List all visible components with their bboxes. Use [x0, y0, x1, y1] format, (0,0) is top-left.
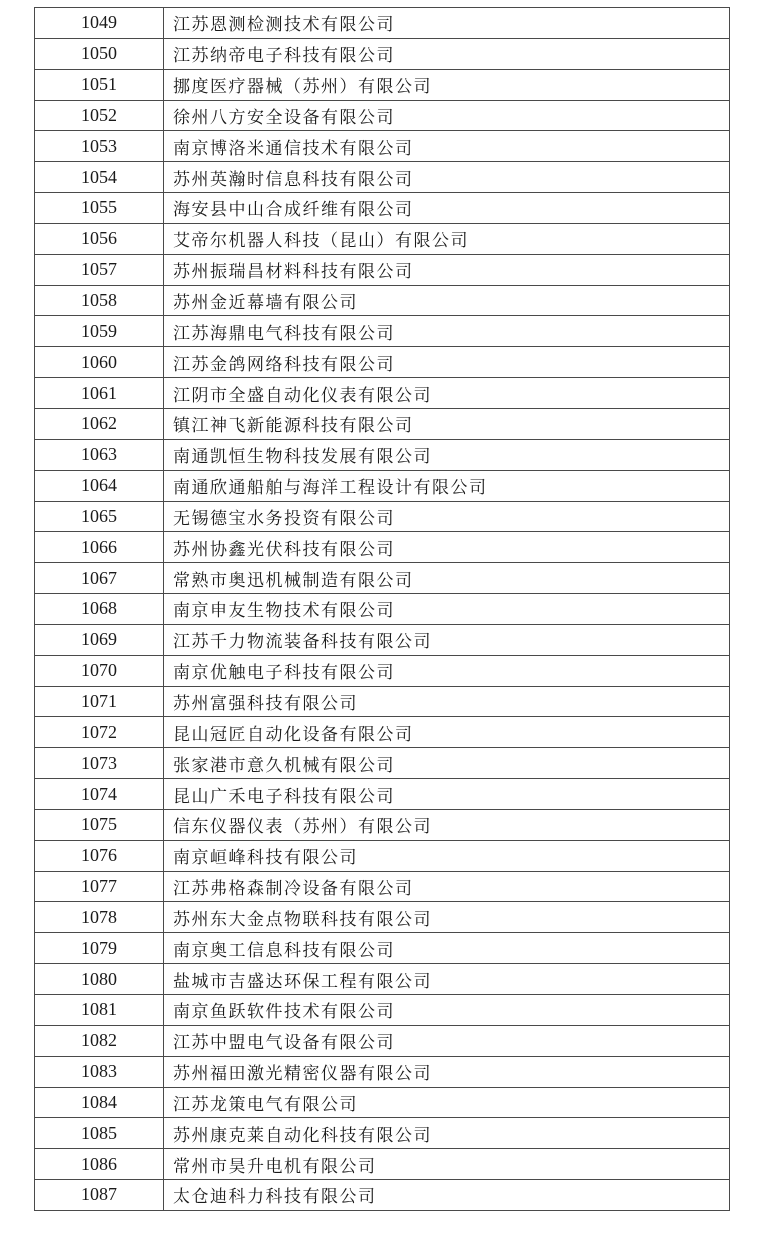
- table-row: [35, 38, 730, 69]
- table-row: [35, 254, 730, 285]
- table-row: [35, 902, 730, 933]
- table-row: [35, 8, 730, 39]
- row-number-cell: 1075: [35, 809, 164, 840]
- table-row: [35, 470, 730, 501]
- company-name-cell: 昆山冠匠自动化设备有限公司: [164, 717, 730, 748]
- company-name-cell: 南京奥工信息科技有限公司: [164, 933, 730, 964]
- row-number-cell: 1082: [35, 1025, 164, 1056]
- company-name-cell: 江苏纳帝电子科技有限公司: [164, 38, 730, 69]
- row-number-cell: 1076: [35, 840, 164, 871]
- company-name-cell: 苏州协鑫光伏科技有限公司: [164, 532, 730, 563]
- table-row: [35, 285, 730, 316]
- table-row: [35, 871, 730, 902]
- company-name-cell: 南京鱼跃软件技术有限公司: [164, 995, 730, 1026]
- row-number-cell: 1053: [35, 131, 164, 162]
- table-row: [35, 532, 730, 563]
- row-number-cell: 1062: [35, 408, 164, 439]
- row-number-cell: 1058: [35, 285, 164, 316]
- table-row: [35, 1180, 730, 1211]
- company-name-cell: 江苏海鼎电气科技有限公司: [164, 316, 730, 347]
- row-number-cell: 1060: [35, 347, 164, 378]
- table-row: [35, 347, 730, 378]
- row-number-cell: 1056: [35, 223, 164, 254]
- row-number-cell: 1067: [35, 563, 164, 594]
- row-number-cell: 1079: [35, 933, 164, 964]
- table-row: [35, 100, 730, 131]
- row-number-cell: 1068: [35, 594, 164, 625]
- table-row: [35, 439, 730, 470]
- company-name-cell: 江苏龙策电气有限公司: [164, 1087, 730, 1118]
- table-row: [35, 162, 730, 193]
- row-number-cell: 1055: [35, 193, 164, 224]
- company-list-table: [34, 7, 730, 1211]
- company-name-cell: 徐州八方安全设备有限公司: [164, 100, 730, 131]
- table-row: [35, 995, 730, 1026]
- company-name-cell: 盐城市吉盛达环保工程有限公司: [164, 964, 730, 995]
- company-name-cell: 苏州康克莱自动化科技有限公司: [164, 1118, 730, 1149]
- row-number-cell: 1086: [35, 1149, 164, 1180]
- table-row: [35, 131, 730, 162]
- row-number-cell: 1073: [35, 748, 164, 779]
- company-name-cell: 南京申友生物技术有限公司: [164, 594, 730, 625]
- table-row: [35, 1118, 730, 1149]
- row-number-cell: 1080: [35, 964, 164, 995]
- table-row: [35, 408, 730, 439]
- table-row: [35, 378, 730, 409]
- row-number-cell: 1059: [35, 316, 164, 347]
- row-number-cell: 1057: [35, 254, 164, 285]
- row-number-cell: 1061: [35, 378, 164, 409]
- company-name-cell: 张家港市意久机械有限公司: [164, 748, 730, 779]
- row-number-cell: 1050: [35, 38, 164, 69]
- company-name-cell: 南京博洛米通信技术有限公司: [164, 131, 730, 162]
- table-row: [35, 809, 730, 840]
- table-row: [35, 501, 730, 532]
- row-number-cell: 1054: [35, 162, 164, 193]
- table-row: [35, 563, 730, 594]
- table-row: [35, 69, 730, 100]
- company-name-cell: 江苏金鸽网络科技有限公司: [164, 347, 730, 378]
- table-row: [35, 840, 730, 871]
- table-row: [35, 1149, 730, 1180]
- company-name-cell: 苏州振瑞昌材料科技有限公司: [164, 254, 730, 285]
- table-row: [35, 655, 730, 686]
- company-name-cell: 江苏弗格森制冷设备有限公司: [164, 871, 730, 902]
- row-number-cell: 1063: [35, 439, 164, 470]
- row-number-cell: 1066: [35, 532, 164, 563]
- table-row: [35, 1025, 730, 1056]
- company-name-cell: 江阴市全盛自动化仪表有限公司: [164, 378, 730, 409]
- table-body: [35, 8, 730, 1211]
- company-name-cell: 南通欣通船舶与海洋工程设计有限公司: [164, 470, 730, 501]
- company-name-cell: 海安县中山合成纤维有限公司: [164, 193, 730, 224]
- company-name-cell: 无锡德宝水务投资有限公司: [164, 501, 730, 532]
- row-number-cell: 1052: [35, 100, 164, 131]
- row-number-cell: 1074: [35, 779, 164, 810]
- company-name-cell: 常熟市奥迅机械制造有限公司: [164, 563, 730, 594]
- table-row: [35, 686, 730, 717]
- company-name-cell: 苏州富强科技有限公司: [164, 686, 730, 717]
- company-name-cell: 苏州福田激光精密仪器有限公司: [164, 1056, 730, 1087]
- table-row: [35, 933, 730, 964]
- company-name-cell: 南京优触电子科技有限公司: [164, 655, 730, 686]
- table-row: [35, 624, 730, 655]
- row-number-cell: 1081: [35, 995, 164, 1026]
- company-name-cell: 江苏中盟电气设备有限公司: [164, 1025, 730, 1056]
- row-number-cell: 1069: [35, 624, 164, 655]
- table-row: [35, 594, 730, 625]
- company-name-cell: 南京峘峰科技有限公司: [164, 840, 730, 871]
- company-name-cell: 南通凯恒生物科技发展有限公司: [164, 439, 730, 470]
- table-row: [35, 964, 730, 995]
- company-name-cell: 江苏千力物流装备科技有限公司: [164, 624, 730, 655]
- table-row: [35, 748, 730, 779]
- table-row: [35, 1056, 730, 1087]
- company-name-cell: 常州市昊升电机有限公司: [164, 1149, 730, 1180]
- company-name-cell: 苏州英瀚时信息科技有限公司: [164, 162, 730, 193]
- table-row: [35, 316, 730, 347]
- row-number-cell: 1072: [35, 717, 164, 748]
- row-number-cell: 1087: [35, 1180, 164, 1211]
- row-number-cell: 1070: [35, 655, 164, 686]
- company-name-cell: 挪度医疗器械（苏州）有限公司: [164, 69, 730, 100]
- row-number-cell: 1077: [35, 871, 164, 902]
- row-number-cell: 1071: [35, 686, 164, 717]
- row-number-cell: 1064: [35, 470, 164, 501]
- company-name-cell: 苏州金近幕墙有限公司: [164, 285, 730, 316]
- row-number-cell: 1078: [35, 902, 164, 933]
- table-row: [35, 779, 730, 810]
- company-name-cell: 镇江神飞新能源科技有限公司: [164, 408, 730, 439]
- row-number-cell: 1083: [35, 1056, 164, 1087]
- table-row: [35, 717, 730, 748]
- table-row: [35, 193, 730, 224]
- table-row: [35, 1087, 730, 1118]
- row-number-cell: 1084: [35, 1087, 164, 1118]
- row-number-cell: 1049: [35, 8, 164, 39]
- row-number-cell: 1051: [35, 69, 164, 100]
- table-row: [35, 223, 730, 254]
- company-name-cell: 昆山广禾电子科技有限公司: [164, 779, 730, 810]
- company-name-cell: 艾帝尔机器人科技（昆山）有限公司: [164, 223, 730, 254]
- row-number-cell: 1085: [35, 1118, 164, 1149]
- company-name-cell: 信东仪器仪表（苏州）有限公司: [164, 809, 730, 840]
- company-name-cell: 江苏恩测检测技术有限公司: [164, 8, 730, 39]
- row-number-cell: 1065: [35, 501, 164, 532]
- company-name-cell: 太仓迪科力科技有限公司: [164, 1180, 730, 1211]
- company-name-cell: 苏州东大金点物联科技有限公司: [164, 902, 730, 933]
